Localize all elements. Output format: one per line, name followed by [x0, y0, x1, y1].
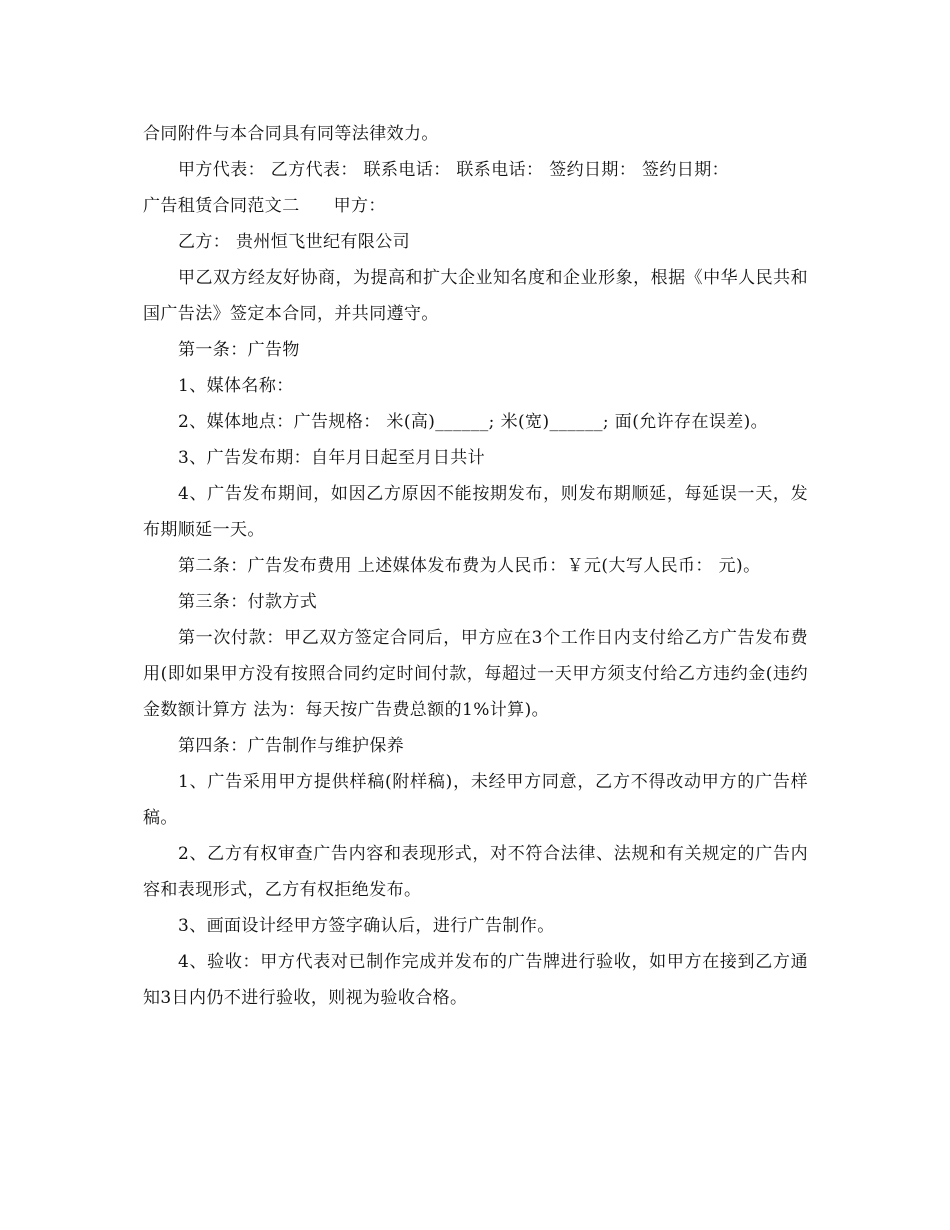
clause-1-3: 3、广告发布期：自年月日起至月日共计: [178, 448, 486, 468]
paragraph-attachment-validity: 合同附件与本合同具有同等法律效力。: [143, 124, 439, 144]
clause-4-1: 1、广告采用甲方提供样稿(附样稿)，未经甲方同意，乙方不得改动甲方的广告样稿。: [143, 772, 808, 828]
article-3-heading: 第三条：付款方式: [178, 592, 318, 612]
clause-1-4: 4、广告发布期间，如因乙方原因不能按期发布，则发布期顺延，每延误一天，发布期顺延一天。: [143, 484, 808, 540]
party-a-label: 甲方：: [333, 196, 386, 216]
article-2-fees: 第二条：广告发布费用 上述媒体发布费为人民币：￥元(大写人民币： 元)。: [178, 556, 761, 576]
paragraph-preamble: 甲乙双方经友好协商，为提高和扩大企业知名度和企业形象，根据《中华人民共和国广告法》签定本合同，并共同遵守。: [143, 268, 808, 324]
clause-1-2: 2、媒体地点：广告规格： 米(高)______; 米(宽)______; 面(允许存在误差)。: [178, 412, 769, 432]
article-4-heading: 第四条：广告制作与维护保养: [178, 736, 405, 756]
paragraph-title-line: [143, 188, 808, 224]
clause-3-payment: 第一次付款：甲乙双方签定合同后，甲方应在3个工作日内支付给乙方广告发布费用(即如果甲方没有按照合同约定时间付款，每超过一天甲方须支付给乙方违约金(违约金数额计算方 法为：每天按广告费总额的1%计算)。: [143, 628, 808, 720]
paragraph-party-b: 乙方： 贵州恒飞世纪有限公司: [178, 232, 411, 252]
clause-4-2: 2、乙方有权审查广告内容和表现形式，对不符合法律、法规和有关规定的广告内容和表现形式，乙方有权拒绝发布。: [143, 844, 808, 900]
article-1-heading: 第一条：广告物: [178, 340, 300, 360]
clause-4-3: 3、画面设计经甲方签字确认后，进行广告制作。: [178, 916, 555, 936]
document-body: [143, 116, 808, 1016]
contract-title: 广告租赁合同范文二: [143, 196, 300, 216]
clause-1-1: 1、媒体名称：: [178, 376, 294, 396]
clause-4-4: 4、验收：甲方代表对已制作完成并发布的广告牌进行验收，如甲方在接到乙方通知3日内仍不进行验收，则视为验收合格。: [143, 952, 808, 1008]
paragraph-signature-fields: 甲方代表： 乙方代表： 联系电话： 联系电话： 签约日期： 签约日期：: [178, 160, 730, 180]
